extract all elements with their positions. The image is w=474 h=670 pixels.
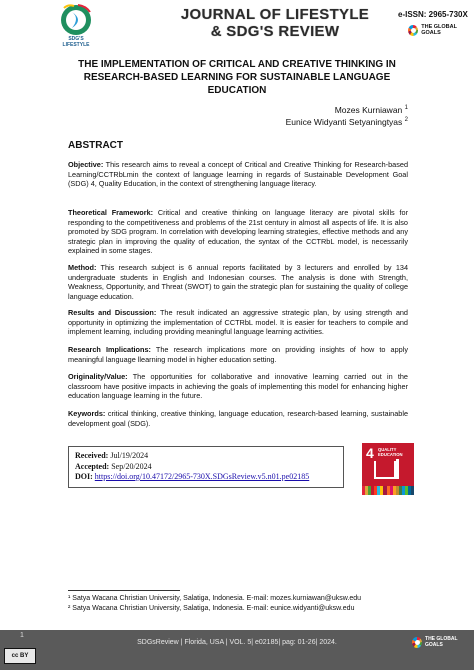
abstract-implications: Research Implications: The research implications more on providing insights of how to apply meaningful language llearning model in higher education setting. <box>68 345 408 364</box>
abstract-results: Results and Discussion: The result indicated an aggressive strategic plan, by using strength and opportunity in optimizing the implementation of CCTRbL model. It is easier for teachers to compile and implement learning, including providing meaningful language learning activities. <box>68 308 408 337</box>
abstract-keywords: Keywords: critical thinking, creative thinking, language education, research-based learning, sustainable development goal (SDG). <box>68 409 409 428</box>
footer-global-goals-logo: THE GLOBAL GOALS <box>412 636 472 648</box>
abstract-heading: ABSTRACT <box>68 140 123 151</box>
global-goals-icon <box>412 637 422 648</box>
footer-citation: SDGsReview | Florida, USA | VOL. 5| e02185| pag: 01-26| 2024. <box>137 639 337 646</box>
sdg4-quality-education-badge: 4 QUALITY EDUCATION <box>362 443 414 495</box>
author-2: Eunice Widyanti Setyaningtyas $^2$ <box>285 117 408 127</box>
pencil-icon <box>396 459 399 479</box>
received-date: Jul/19/2024 <box>110 451 149 460</box>
abstract-theoretical-framework: Theoretical Framework: Critical and creative thinking on language literacy are pivotal skills for responding to the competitiveness and problems of the 21st century in almost all aspects of life. It is also promoted by SDG program. In correlation with developing learning strategies, effective methods and any strategic plan in improving the quality of education, the syntax of the CCTRbL model, is necessarily explained in some stages. <box>68 208 408 256</box>
global-goals-logo: THE GLOBAL GOALS <box>408 24 474 36</box>
paper-title: THE IMPLEMENTATION OF CRITICAL AND CREATIVE THINKING IN RESEARCH-BASED LEARNING FOR SUSTAINABLE LANGUAGE EDUCATION <box>78 59 396 96</box>
accepted-date: Sep/20/2024 <box>111 461 152 471</box>
issn: e-ISSN: 2965-730X <box>398 10 468 19</box>
abstract-objective: Objective: This research aims to reveal a concept of Critical and Creative Thinking for Research-based Learning/CCTRbLmin the context of language learning in regards of Sustainable Development Goal (SDG) 4, Quality Education, in the context of strengthening language literacy. <box>68 160 408 189</box>
page-number: 1 <box>20 632 24 639</box>
footnote-2: ² Satya Wacana Christian University, Salatiga, Indonesia. E-mail: eunice.widyanti@uksw.edu <box>68 605 355 612</box>
footnote-rule <box>68 590 180 591</box>
abstract-originality: Originality/Value: The opportunities for collaborative and innovative learning carried out in the classroom have positive impacts in achieving the goals of implementing this model for enhancing higher education language learning in the future. <box>68 372 408 401</box>
sdg-color-band <box>362 486 414 495</box>
logo-text: SDG'S LIFESTYLE <box>62 36 90 48</box>
footnote-1: ¹ Satya Wacana Christian University, Salatiga, Indonesia. E-mail: mozes.kurniawan@uksw.edu <box>68 595 362 602</box>
journal-title: JOURNAL OF LIFESTYLE & SDG'S REVIEW <box>180 6 370 40</box>
submission-dates-box: Received: Jul/19/2024 Accepted: Sep/20/2024 DOI: https://doi.org/10.47172/2965-730X.SDGsReview.v5.n01.pe02185 <box>68 446 344 488</box>
cc-license-badge[interactable]: cc BY <box>4 648 36 664</box>
book-icon <box>374 461 396 479</box>
author-1: Mozes Kurniawan $^1$ <box>334 105 408 115</box>
global-goals-icon <box>408 25 418 36</box>
doi-link[interactable]: https://doi.org/10.47172/2965-730X.SDGsReview.v5.n01.pe02185 <box>94 472 310 481</box>
page-footer <box>0 630 474 670</box>
abstract-method: Method: This research subject is 6 annual reports facilitated by 3 lecturers and enrolled by 134 undergraduate students in English and Indonesian courses. The analysis is done with Strength, Weakness, Opportunity, and Threat (SWOT) to gain the strategic plan for sustaining the quality of college language education. <box>68 263 408 301</box>
